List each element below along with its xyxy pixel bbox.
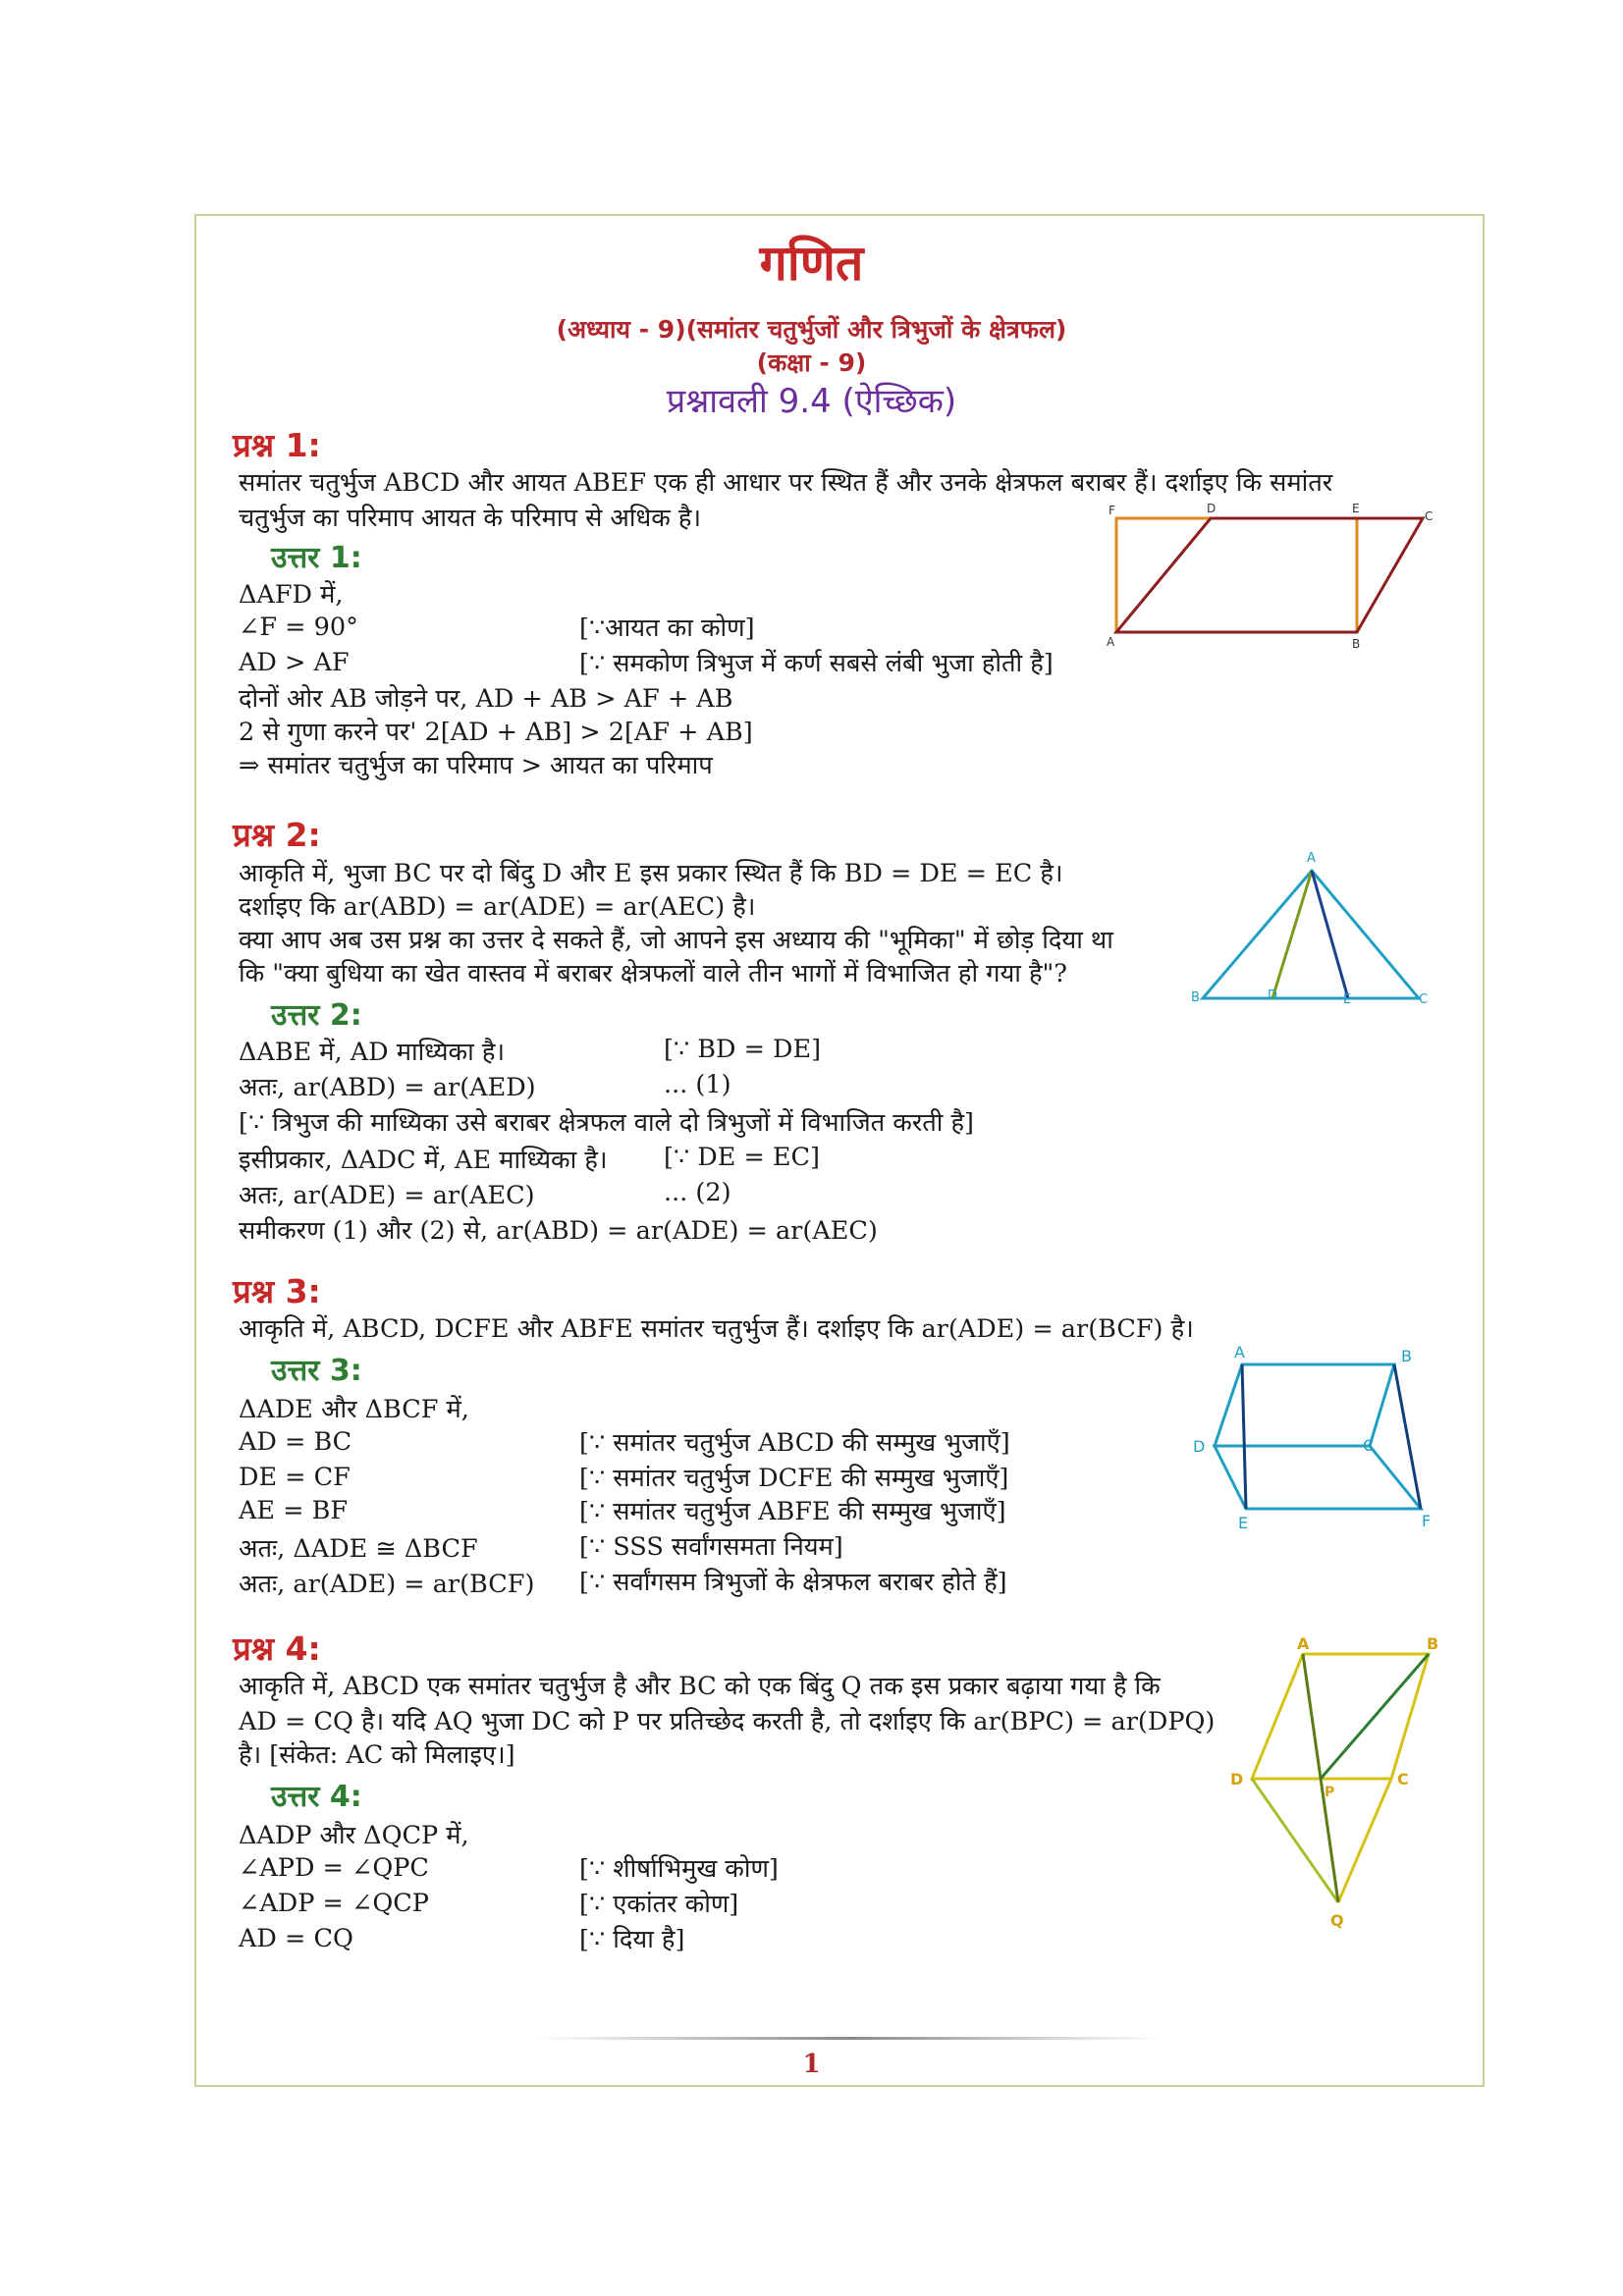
label-c: C — [1419, 992, 1429, 1007]
label-b: B — [1352, 637, 1361, 651]
answer-1-line: 2 से गुणा करने पर' 2[AD + AB] > 2[AF + AB] — [239, 718, 753, 747]
parallelogram-abcd — [1116, 518, 1423, 632]
answer-3-reason: [∵ समांतर चतुर्भुज DCFE की सम्मुख भुजाएँ] — [579, 1464, 1009, 1493]
segment-ae — [1312, 871, 1348, 998]
label-e: E — [1238, 1514, 1249, 1532]
segment-ad — [1272, 871, 1312, 998]
question-2-text-line: दर्शाइए कि ar(ABD) = ar(ADE) = ar(AEC) है। — [239, 892, 756, 922]
label-q: Q — [1330, 1911, 1344, 1930]
label-a: A — [1107, 635, 1115, 649]
segment-bp — [1321, 1654, 1429, 1779]
page-number: 1 — [802, 2050, 821, 2079]
parallelogram-abcd — [1252, 1654, 1429, 1779]
figure-triangle-abc — [1183, 846, 1438, 1023]
question-2-text-line: आकृति में, भुजा BC पर दो बिंदु D और E इस प्रकार स्थित हैं कि BD = DE = EC है। — [239, 859, 1063, 888]
footer-divider — [535, 2037, 1163, 2040]
answer-2-reason: [∵ DE = EC] — [664, 1143, 820, 1172]
answer-2-line: अतः, ar(ABD) = ar(AED) — [239, 1073, 536, 1102]
answer-1-reason: [∵आयत का कोण] — [579, 614, 755, 643]
question-4-text-line: आकृति में, ABCD एक समांतर चतुर्भुज है और BC को एक बिंदु Q तक इस प्रकार बढ़ाया गया है कि — [239, 1672, 1161, 1701]
label-b: B — [1401, 1347, 1412, 1365]
class-label: (कक्षा - 9) — [756, 348, 867, 377]
label-d: D — [1230, 1770, 1244, 1789]
answer-3-reason: [∵ SSS सर्वांगसमता नियम] — [579, 1532, 843, 1562]
question-1-text-line: समांतर चतुर्भुज ABCD और आयत ABEF एक ही आधार पर स्थित हैं और उनके क्षेत्रफल बराबर हैं। दर्शाइए कि समांतर — [239, 468, 1333, 498]
label-d: D — [1193, 1437, 1206, 1456]
answer-3-heading: उत्तर 3: — [271, 1354, 362, 1388]
answer-1-line: ∠F = 90° — [239, 613, 358, 642]
label-a: A — [1307, 851, 1316, 866]
answer-3-line: DE = CF — [239, 1463, 351, 1492]
exercise-title: प्रश्नावली 9.4 (ऐच्छिक) — [666, 382, 957, 421]
answer-3-line: AD = BC — [239, 1427, 352, 1457]
answer-2-reason: [∵ BD = DE] — [664, 1035, 822, 1064]
segment-cq — [1338, 1779, 1391, 1902]
figure-parallelogram-extended — [1222, 1629, 1458, 1934]
question-3-heading: प्रश्न 3: — [233, 1272, 321, 1310]
answer-3-line: ΔADE और ΔBCF में, — [239, 1395, 469, 1424]
label-c: C — [1363, 1436, 1375, 1455]
label-e: E — [1352, 502, 1360, 515]
answer-1-line: ΔAFD में, — [239, 580, 344, 610]
answer-2-line: अतः, ar(ADE) = ar(AEC) — [239, 1181, 535, 1210]
label-a: A — [1297, 1634, 1310, 1653]
answer-3-line: AE = BF — [239, 1496, 349, 1525]
answer-1-heading: उत्तर 1: — [271, 541, 362, 575]
answer-4-line: ΔADP और ΔQCP में, — [239, 1821, 469, 1850]
subject-title: गणित — [759, 235, 864, 292]
answer-2-line: [∵ त्रिभुज की माध्यिका उसे बराबर क्षेत्रफल वाले दो त्रिभुजों में विभाजित करती है] — [239, 1108, 975, 1138]
answer-4-reason: [∵ शीर्षाभिमुख कोण] — [579, 1854, 779, 1884]
answer-1-line: AD > AF — [239, 648, 350, 677]
label-e: E — [1343, 992, 1352, 1007]
answer-4-line: ∠ADP = ∠QCP — [239, 1889, 429, 1918]
chapter-title: (अध्याय - 9)(समांतर चतुर्भुजों और त्रिभुजों के क्षेत्रफल) — [556, 315, 1067, 344]
answer-2-line: इसीप्रकार, ΔADC में, AE माध्यिका है। — [239, 1146, 608, 1175]
answer-3-reason: [∵ समांतर चतुर्भुज ABFE की सम्मुख भुजाएँ] — [579, 1497, 1006, 1526]
question-2-heading: प्रश्न 2: — [233, 816, 321, 854]
label-f: F — [1422, 1512, 1432, 1530]
rectangle-abef — [1116, 518, 1357, 632]
answer-4-line: AD = CQ — [239, 1924, 353, 1953]
label-p: P — [1325, 1785, 1335, 1800]
figure-three-parallelograms — [1163, 1340, 1448, 1536]
answer-4-line: ∠APD = ∠QPC — [239, 1853, 429, 1883]
triangle-abc — [1203, 871, 1419, 998]
answer-3-reason: [∵ समांतर चतुर्भुज ABCD की सम्मुख भुजाएँ] — [579, 1428, 1010, 1458]
answer-1-line: ⇒ समांतर चतुर्भुज का परिमाप > आयत का परिमाप — [239, 751, 713, 780]
question-2-text-line: कि "क्या बुधिया का खेत वास्तव में बराबर क्षेत्रफलों वाले तीन भागों में विभाजित हो गया है"? — [239, 959, 1067, 988]
answer-2-line: समीकरण (1) और (2) से, ar(ABD) = ar(ADE) = ar(AEC) — [239, 1216, 878, 1246]
segment-ae — [1242, 1364, 1246, 1509]
answer-2-reason: ... (2) — [664, 1178, 731, 1207]
question-2-text-line: क्या आप अब उस प्रश्न का उत्तर दे सकते हैं, जो आपने इस अध्याय की "भूमिका" में छोड़ दिया था — [239, 926, 1113, 955]
answer-2-line: ΔABE में, AD माध्यिका है। — [239, 1038, 506, 1067]
answer-4-heading: उत्तर 4: — [271, 1780, 362, 1814]
question-4-heading: प्रश्न 4: — [233, 1629, 321, 1668]
answer-3-line: अतः, ΔADE ≅ ΔBCF — [239, 1534, 478, 1564]
question-1-text-line: चतुर्भुज का परिमाप आयत के परिमाप से अधिक है। — [239, 504, 702, 533]
answer-3-reason: [∵ सर्वांगसम त्रिभुजों के क्षेत्रफल बराबर होते हैं] — [579, 1568, 1007, 1597]
question-1-heading: प्रश्न 1: — [233, 426, 321, 464]
label-a: A — [1234, 1343, 1245, 1362]
answer-4-reason: [∵ एकांतर कोण] — [579, 1890, 739, 1919]
label-b: B — [1427, 1634, 1439, 1653]
label-b: B — [1191, 990, 1200, 1005]
label-d: D — [1207, 502, 1217, 515]
segment-bf — [1394, 1364, 1421, 1509]
answer-2-heading: उत्तर 2: — [271, 998, 362, 1033]
figure-parallelogram-rectangle — [1105, 499, 1438, 656]
label-c: C — [1425, 509, 1434, 523]
answer-1-reason: [∵ समकोण त्रिभुज में कर्ण सबसे लंबी भुजा होती है] — [579, 649, 1054, 678]
question-3-text-line: आकृति में, ABCD, DCFE और ABFE समांतर चतुर्भुज हैं। दर्शाइए कि ar(ADE) = ar(BCF) है। — [239, 1314, 1194, 1344]
question-4-text-line: है। [संकेत: AC को मिलाइए।] — [239, 1740, 515, 1770]
answer-3-line: अतः, ar(ADE) = ar(BCF) — [239, 1570, 535, 1599]
question-4-text-line: AD = CQ है। यदि AQ भुजा DC को P पर प्रतिच्छेद करती है, तो दर्शाइए कि ar(BPC) = ar(DPQ) — [239, 1707, 1216, 1736]
answer-2-reason: ... (1) — [664, 1070, 731, 1099]
label-d: D — [1268, 988, 1278, 1003]
label-f: F — [1109, 504, 1115, 517]
answer-1-line: दोनों ओर AB जोड़ने पर, AD + AB > AF + AB — [239, 684, 733, 714]
label-c: C — [1397, 1770, 1409, 1789]
answer-4-reason: [∵ दिया है] — [579, 1925, 685, 1954]
